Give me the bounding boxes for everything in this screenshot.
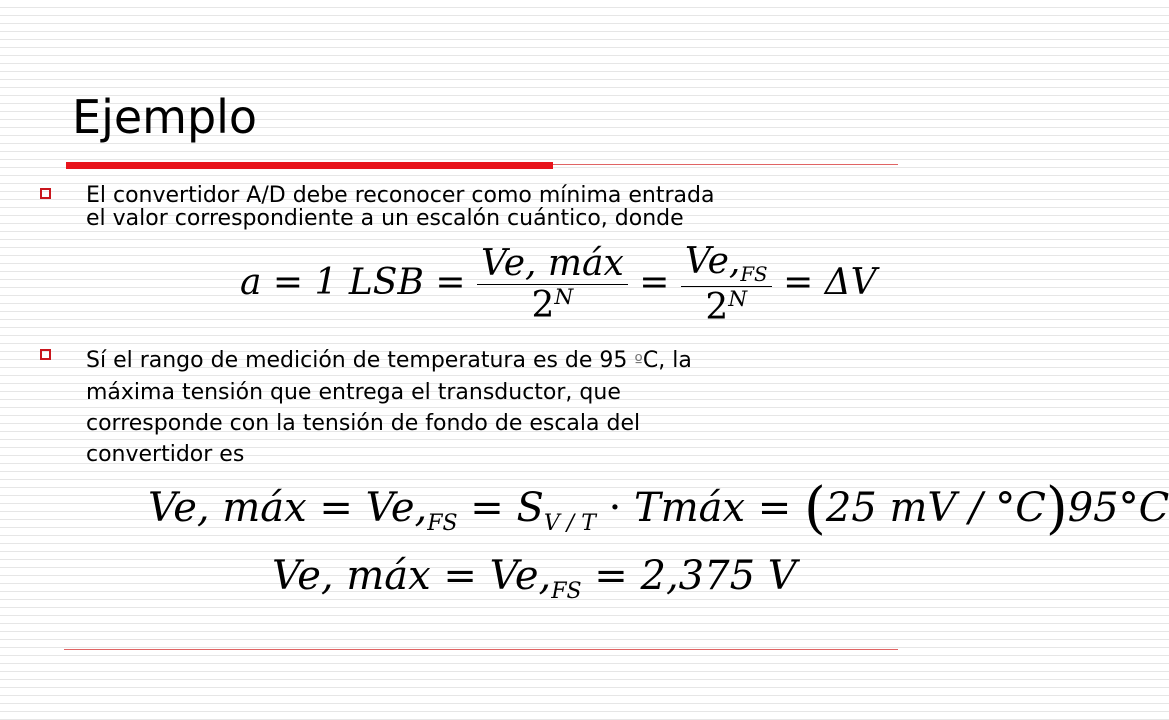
- eq1-frac2-num-base: Ve,: [684, 241, 741, 282]
- eq1-frac1-den-base: 2: [531, 284, 555, 326]
- eq1-frac2-denominator: [681, 287, 772, 328]
- title-divider-line: [553, 164, 898, 165]
- bullet-2-line-1: [86, 345, 846, 377]
- eq3-equals-1: =: [443, 553, 477, 599]
- equation-lsb: [240, 242, 877, 328]
- eq1-fraction-1: [477, 244, 628, 326]
- bullet-2-line-3: corresponde con la tensión de fondo de escala del: [86, 411, 641, 436]
- eq2-s-sub: V / T: [543, 511, 596, 536]
- eq2-ve-sub: FS: [427, 511, 458, 536]
- bullet-1-line-1: El convertidor A/D debe reconocer como mínima entrada: [86, 183, 715, 208]
- eq2-open-paren: (: [804, 476, 826, 541]
- eq2-dot: ·: [608, 485, 622, 531]
- eq3-result: 2,375 V: [640, 553, 797, 599]
- eq1-frac2-num-sub: FS: [740, 263, 768, 287]
- eq3-ve-sub: FS: [551, 579, 582, 604]
- eq1-fraction-2: [681, 242, 772, 328]
- bullet-2-line-4: convertidor es: [86, 442, 245, 467]
- eq2-close-paren: ): [1045, 476, 1068, 541]
- eq1-rhs: ΔV: [824, 262, 877, 304]
- eq3-equals-2: =: [594, 553, 628, 599]
- eq1-equals-2: =: [435, 262, 466, 304]
- eq1-frac1-den-exp: N: [554, 284, 574, 310]
- eq1-frac2-numerator: [681, 242, 772, 287]
- eq1-equals-1: =: [272, 262, 304, 304]
- slide-title: Ejemplo: [72, 90, 258, 144]
- eq1-lsb: 1 LSB: [314, 262, 424, 304]
- eq2-equals-2: =: [470, 485, 504, 531]
- equation-result: [272, 553, 797, 604]
- eq3-ve: Ve,: [489, 553, 552, 599]
- bullet-1-line-2: el valor correspondiente a un escalón cuántico, donde: [86, 206, 684, 231]
- degree-symbol: º: [634, 351, 643, 372]
- eq1-lhs: a: [240, 262, 262, 304]
- eq1-frac2-den-exp: N: [728, 286, 748, 312]
- eq1-frac1-numerator: Ve, máx: [477, 244, 628, 285]
- eq1-frac2-den-base: 2: [705, 286, 729, 328]
- bullet-paragraph-2: [86, 345, 846, 470]
- eq1-frac1-denominator: [477, 285, 628, 326]
- eq2-s: S: [516, 485, 544, 531]
- eq1-equals-3: =: [639, 262, 670, 304]
- square-bullet-icon: [40, 349, 51, 360]
- bullet-2-line-1-a: Sí el rango de medición de temperatura es de 95: [86, 348, 635, 373]
- title-accent-bar: [66, 162, 553, 169]
- eq2-value: 25 mV / °C: [825, 485, 1046, 531]
- equation-max-voltage: [148, 476, 1169, 541]
- square-bullet-icon: [40, 188, 51, 199]
- bullet-2-line-1-b: C, la: [642, 348, 692, 373]
- bottom-divider-line: [64, 649, 898, 650]
- bullet-paragraph-1: [86, 184, 906, 230]
- eq2-temp: 95°C: [1067, 485, 1169, 531]
- eq2-equals-1: =: [319, 485, 353, 531]
- eq2-equals-3: =: [757, 485, 792, 531]
- eq3-lhs: Ve, máx: [272, 553, 431, 599]
- eq2-tmax: Tmáx: [634, 485, 746, 531]
- bullet-2-line-2: máxima tensión que entrega el transductor, que: [86, 380, 621, 405]
- eq2-ve: Ve,: [365, 485, 428, 531]
- eq1-equals-4: =: [783, 262, 814, 304]
- eq2-lhs: Ve, máx: [148, 485, 307, 531]
